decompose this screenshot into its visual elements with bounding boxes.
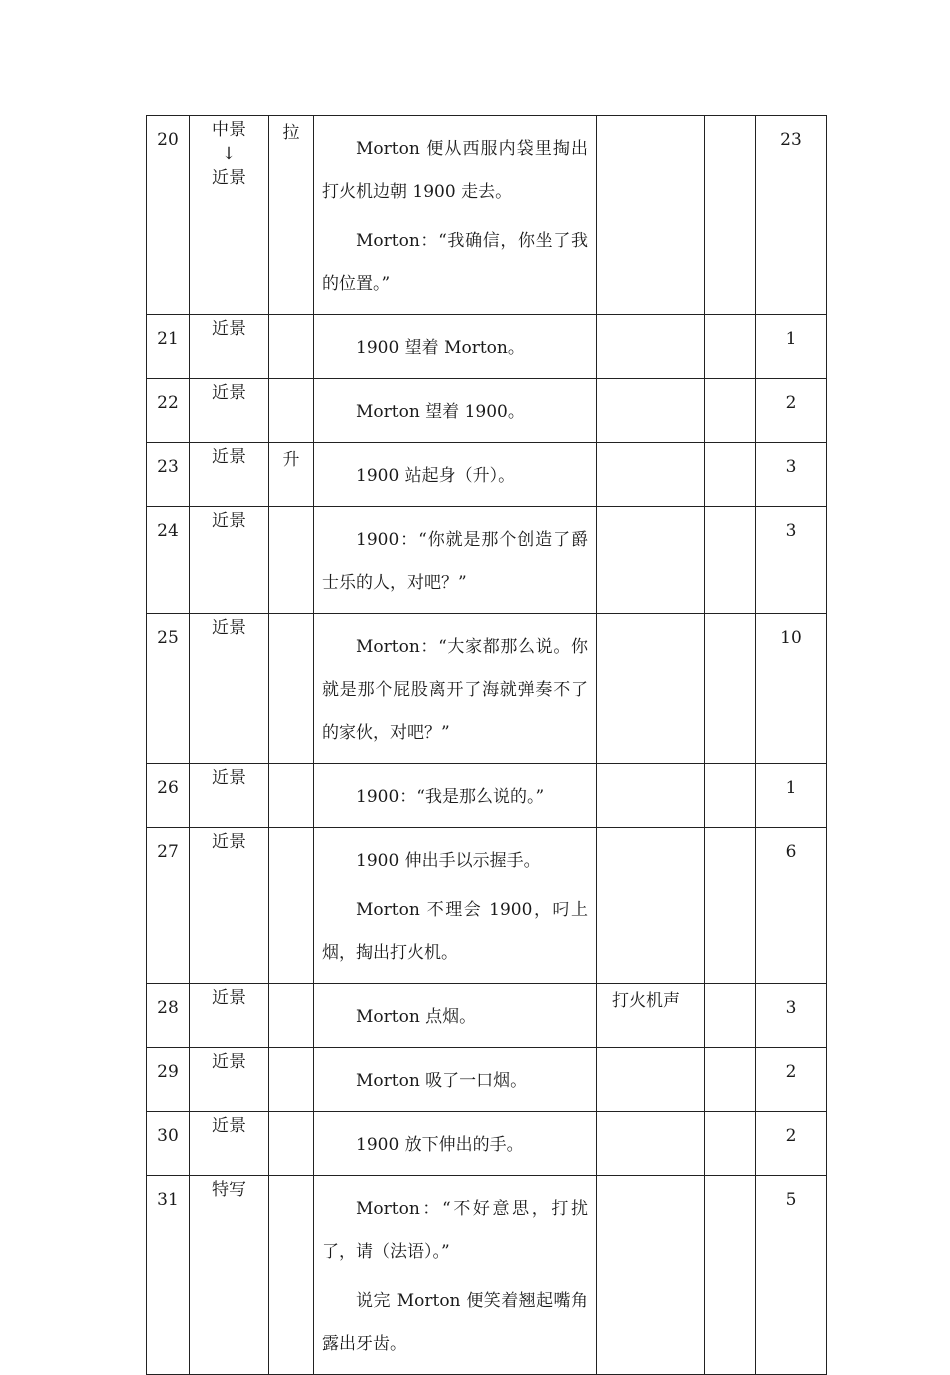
shot-duration: 10 bbox=[756, 614, 827, 764]
shot-duration: 3 bbox=[756, 507, 827, 614]
shot-content bbox=[314, 614, 597, 764]
shot-scale bbox=[190, 984, 269, 1048]
shot-content bbox=[314, 984, 597, 1048]
camera-movement bbox=[269, 614, 314, 764]
table-row bbox=[147, 828, 827, 984]
content-paragraph: 1900 望着 Morton。 bbox=[356, 338, 525, 358]
content-paragraph: Morton 便从西服内袋里掏出打火机边朝 1900 走去。 bbox=[322, 139, 588, 202]
content-paragraph: Morton 望着 1900。 bbox=[356, 402, 525, 422]
sound-effect bbox=[597, 443, 705, 507]
extra-column bbox=[705, 315, 756, 379]
content-paragraph: Morton：“大家都那么说。你就是那个屁股离开了海就弹奏不了的家伙，对吧？” bbox=[322, 637, 588, 743]
extra-column bbox=[705, 984, 756, 1048]
content-paragraph: 1900 放下伸出的手。 bbox=[356, 1135, 524, 1155]
camera-movement bbox=[269, 315, 314, 379]
shot-scale bbox=[190, 315, 269, 379]
extra-column bbox=[705, 1048, 756, 1112]
camera-movement bbox=[269, 1112, 314, 1176]
sound-effect bbox=[597, 507, 705, 614]
content-paragraph: 1900：“你就是那个创造了爵士乐的人，对吧？” bbox=[322, 530, 588, 593]
shot-scale-text: 近景 bbox=[212, 447, 246, 467]
table-row bbox=[147, 1048, 827, 1112]
table-row bbox=[147, 764, 827, 828]
shot-duration: 1 bbox=[756, 315, 827, 379]
table-row bbox=[147, 614, 827, 764]
sound-effect bbox=[597, 379, 705, 443]
shot-scale-text: 近景 bbox=[212, 832, 246, 852]
shot-scale-text: 近景 bbox=[212, 168, 246, 188]
camera-movement: 拉 bbox=[269, 116, 314, 315]
camera-movement bbox=[269, 1048, 314, 1112]
extra-column bbox=[705, 507, 756, 614]
shot-number: 29 bbox=[147, 1048, 190, 1112]
camera-movement bbox=[269, 828, 314, 984]
sound-effect bbox=[597, 315, 705, 379]
camera-movement: 升 bbox=[269, 443, 314, 507]
shot-scale bbox=[190, 116, 269, 315]
content-paragraph: 1900：“我是那么说的。” bbox=[356, 787, 545, 807]
shot-duration: 23 bbox=[756, 116, 827, 315]
shot-duration: 2 bbox=[756, 1048, 827, 1112]
shot-duration: 6 bbox=[756, 828, 827, 984]
sound-effect: 打火机声 bbox=[597, 984, 705, 1048]
content-paragraph: 1900 伸出手以示握手。 bbox=[356, 851, 541, 871]
extra-column bbox=[705, 1112, 756, 1176]
shot-content bbox=[314, 764, 597, 828]
shot-scale bbox=[190, 764, 269, 828]
extra-column bbox=[705, 379, 756, 443]
content-paragraph: Morton：“我确信，你坐了我的位置。” bbox=[322, 231, 588, 294]
content-paragraph: Morton 不理会 1900，叼上烟，掏出打火机。 bbox=[322, 900, 588, 963]
extra-column bbox=[705, 443, 756, 507]
sound-effect bbox=[597, 764, 705, 828]
shot-content bbox=[314, 1112, 597, 1176]
table-row bbox=[147, 1112, 827, 1176]
extra-column bbox=[705, 764, 756, 828]
camera-movement bbox=[269, 379, 314, 443]
camera-movement bbox=[269, 984, 314, 1048]
shot-scale bbox=[190, 379, 269, 443]
shot-scale bbox=[190, 443, 269, 507]
table-row bbox=[147, 443, 827, 507]
shot-scale-text: 近景 bbox=[212, 988, 246, 1008]
shot-scale-text: 近景 bbox=[212, 383, 246, 403]
table-row bbox=[147, 315, 827, 379]
sound-effect bbox=[597, 828, 705, 984]
content-paragraph: Morton 吸了一口烟。 bbox=[356, 1071, 528, 1091]
extra-column bbox=[705, 614, 756, 764]
shot-duration: 2 bbox=[756, 1112, 827, 1176]
table-row bbox=[147, 984, 827, 1048]
sound-effect bbox=[597, 1048, 705, 1112]
shot-number: 28 bbox=[147, 984, 190, 1048]
shot-number: 30 bbox=[147, 1112, 190, 1176]
shot-number: 27 bbox=[147, 828, 190, 984]
shot-number: 23 bbox=[147, 443, 190, 507]
shot-content bbox=[314, 507, 597, 614]
content-paragraph: Morton 点烟。 bbox=[356, 1007, 477, 1027]
shot-content bbox=[314, 828, 597, 984]
shot-duration: 2 bbox=[756, 379, 827, 443]
content-paragraph: Morton：“不好意思，打扰了，请（法语）。” bbox=[322, 1199, 588, 1262]
shot-scale-text: 中景 bbox=[212, 120, 246, 140]
storyboard-rows bbox=[147, 116, 827, 1375]
shot-scale-text: 特写 bbox=[212, 1180, 246, 1200]
shot-scale-text: 近景 bbox=[212, 618, 246, 638]
shot-scale bbox=[190, 507, 269, 614]
camera-movement bbox=[269, 507, 314, 614]
sound-effect bbox=[597, 614, 705, 764]
shot-scale-text: ↓ bbox=[221, 144, 237, 164]
shot-scale bbox=[190, 614, 269, 764]
table-row bbox=[147, 116, 827, 315]
shot-number: 31 bbox=[147, 1176, 190, 1375]
table-row bbox=[147, 507, 827, 614]
sound-effect bbox=[597, 1112, 705, 1176]
shot-number: 24 bbox=[147, 507, 190, 614]
storyboard-table bbox=[146, 115, 827, 1375]
shot-scale-text: 近景 bbox=[212, 1116, 246, 1136]
table-row bbox=[147, 379, 827, 443]
extra-column bbox=[705, 828, 756, 984]
shot-content bbox=[314, 116, 597, 315]
shot-number: 20 bbox=[147, 116, 190, 315]
shot-content bbox=[314, 1048, 597, 1112]
shot-duration: 5 bbox=[756, 1176, 827, 1375]
shot-scale bbox=[190, 1112, 269, 1176]
shot-scale bbox=[190, 828, 269, 984]
shot-duration: 3 bbox=[756, 984, 827, 1048]
shot-content bbox=[314, 379, 597, 443]
shot-scale-text: 近景 bbox=[212, 1052, 246, 1072]
shot-scale bbox=[190, 1048, 269, 1112]
shot-scale-text: 近景 bbox=[212, 511, 246, 531]
extra-column bbox=[705, 116, 756, 315]
shot-content bbox=[314, 443, 597, 507]
shot-number: 21 bbox=[147, 315, 190, 379]
shot-scale-text: 近景 bbox=[212, 768, 246, 788]
shot-number: 25 bbox=[147, 614, 190, 764]
shot-duration: 3 bbox=[756, 443, 827, 507]
shot-number: 26 bbox=[147, 764, 190, 828]
shot-number: 22 bbox=[147, 379, 190, 443]
content-paragraph: 1900 站起身（升）。 bbox=[356, 466, 516, 486]
shot-content bbox=[314, 315, 597, 379]
camera-movement bbox=[269, 764, 314, 828]
content-paragraph: 说完 Morton 便笑着翘起嘴角露出牙齿。 bbox=[322, 1291, 588, 1354]
sound-effect bbox=[597, 116, 705, 315]
shot-scale-text: 近景 bbox=[212, 319, 246, 339]
shot-duration: 1 bbox=[756, 764, 827, 828]
